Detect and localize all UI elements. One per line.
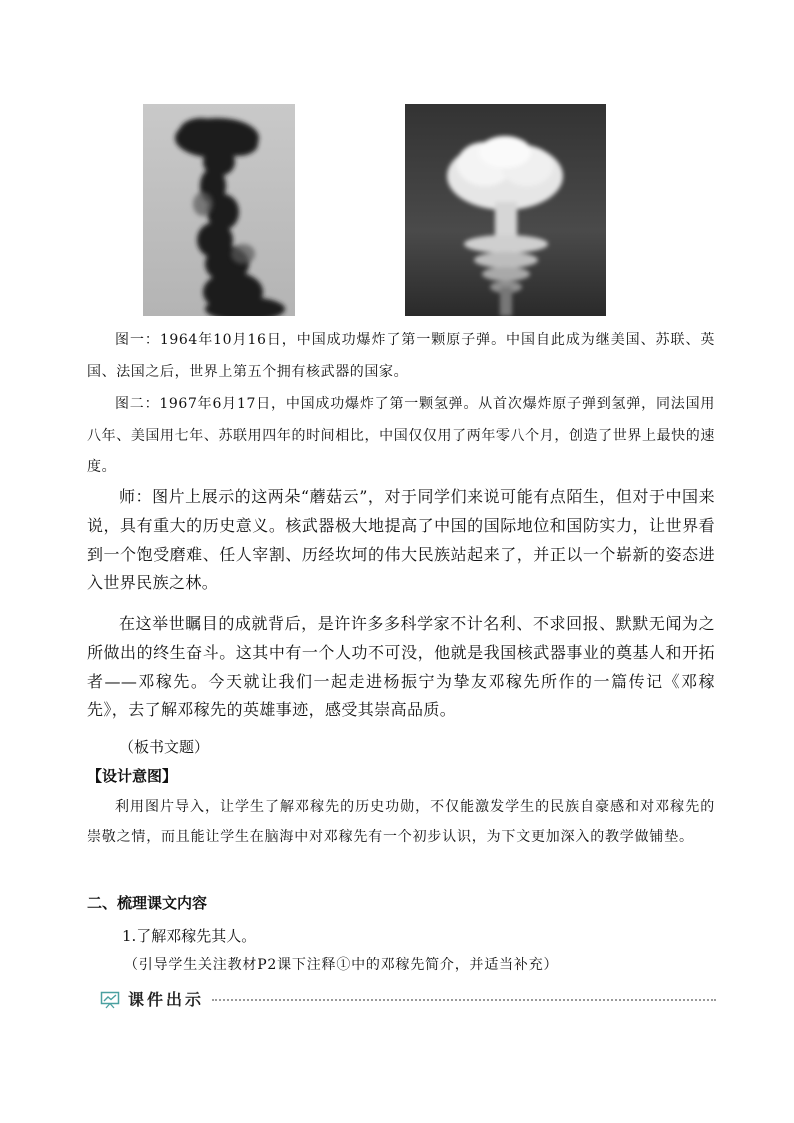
guide-note: （引导学生关注教材P2课下注释①中的邓稼先简介，并适当补充） bbox=[124, 957, 559, 973]
atomic-bomb-photo bbox=[143, 104, 295, 316]
design-intent-heading: 【设计意图】 bbox=[87, 767, 178, 785]
presentation-board-icon bbox=[100, 991, 120, 1009]
list-item-1: 1.了解邓稼先其人。 bbox=[122, 927, 257, 945]
courseware-divider bbox=[100, 988, 716, 1012]
hydrogen-bomb-photo bbox=[405, 104, 606, 316]
board-note: （板书文题） bbox=[119, 738, 210, 756]
hydrogen-bomb-photo-graphic bbox=[405, 104, 606, 316]
design-intent-text: 利用图片导入，让学生了解邓稼先的历史功勋，不仅能激发学生的民族自豪感和对邓稼先的崇敬之情，而且能让学生在脑海中对邓稼先有一个初步认识，为下文更加深入的教学做铺垫。 bbox=[87, 799, 715, 845]
section-2-heading: 二、梳理课文内容 bbox=[87, 894, 208, 912]
teacher-intro-paragraph: 师：图片上展示的这两朵“蘑菇云”，对于同学们来说可能有点陌生，但对于中国来说，具有重大的历史意义。核武器极大地提高了中国的国际地位和国防实力，让世界看到一个饱受磨难、任人宰割、历经坎坷的伟大民族站起来了，并正以一个崭新的姿态进入世界民族之林。 bbox=[87, 487, 715, 593]
figure-2-caption: 图二：1967年6月17日，中国成功爆炸了第一颗氢弹。从首次爆炸原子弹到氢弹，同法国用八年、美国用七年、苏联用四年的时间相比，中国仅仅用了两年零八个月，创造了世界上最快的速度。 bbox=[87, 396, 715, 475]
courseware-label: 课件出示 bbox=[128, 990, 205, 1009]
figure-1-caption: 图一：1964年10月16日，中国成功爆炸了第一颗原子弹。中国自此成为继美国、苏联、英国、法国之后，世界上第五个拥有核武器的国家。 bbox=[87, 332, 715, 380]
dotted-rule bbox=[212, 999, 716, 1001]
atomic-bomb-photo-graphic bbox=[143, 104, 295, 316]
story-paragraph: 在这举世瞩目的成就背后，是许许多多科学家不计名利、不求回报、默默无闻为之所做出的终生奋斗。这其中有一个人功不可没，他就是我国核武器事业的奠基人和开拓者——邓稼先。今天就让我们一起走进杨振宁为挚友邓稼先所作的一篇传记《邓稼先》，去了解邓稼先的英雄事迹，感受其崇高品质。 bbox=[87, 614, 715, 720]
